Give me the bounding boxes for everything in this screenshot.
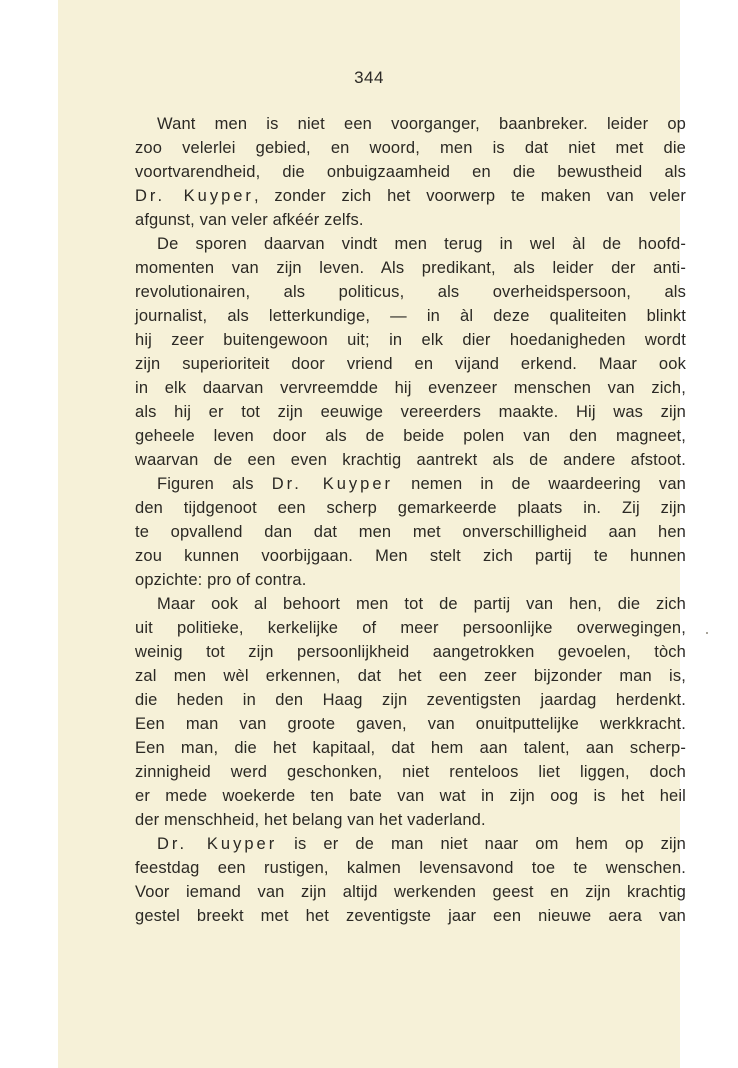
text-line: te opvallend dan dat men met onverschilligheid aan hen bbox=[135, 523, 686, 541]
text-line: zal men wèl erkennen, dat het een zeer bijzonder man is, bbox=[135, 667, 686, 685]
text-line: Voor iemand van zijn altijd werkenden geest en zijn krachtig bbox=[135, 883, 686, 901]
text-line: Dr. Kuyper, zonder zich het voorwerp te maken van veler bbox=[135, 187, 686, 205]
text-line: Want men is niet een voorganger, baanbreker. leider op bbox=[157, 115, 686, 133]
text-line: momenten van zijn leven. Als predikant, als leider der anti- bbox=[135, 259, 686, 277]
text-line: Dr. Kuyper is er de man niet naar om hem op zijn bbox=[157, 835, 686, 853]
text-line: geheele leven door als de beide polen van den magneet, bbox=[135, 427, 686, 445]
text-line: die heden in den Haag zijn zeventigsten jaardag herdenkt. bbox=[135, 691, 686, 709]
text-line: als hij er tot zijn eeuwige vereerders maakte. Hij was zijn bbox=[135, 403, 686, 421]
author-name: Dr. Kuyper bbox=[157, 835, 278, 853]
text-line: Een man van groote gaven, van onuitputtelijke werkkracht. bbox=[135, 715, 686, 733]
text-line: waarvan de een even krachtig aantrekt als de andere afstoot. bbox=[135, 451, 686, 469]
paper-speck bbox=[706, 632, 708, 634]
text-line: De sporen daarvan vindt men terug in wel àl de hoofd- bbox=[157, 235, 686, 253]
text-line: voortvarendheid, die onbuigzaamheid en die bewustheid als bbox=[135, 163, 686, 181]
text-line: den tijdgenoot een scherp gemarkeerde plaats in. Zij zijn bbox=[135, 499, 686, 517]
text-line: gestel breekt met het zeventigste jaar een nieuwe aera van bbox=[135, 907, 686, 925]
author-name: Dr. Kuyper bbox=[135, 187, 254, 205]
text-line: feestdag een rustigen, kalmen levensavond toe te wenschen. bbox=[135, 859, 686, 877]
text-line: hij zeer buitengewoon uit; in elk dier hoedanigheden wordt bbox=[135, 331, 686, 349]
text-line: zinnigheid werd geschonken, niet renteloos liet liggen, doch bbox=[135, 763, 686, 781]
text-line: afgunst, van veler afkéér zelfs. bbox=[135, 211, 364, 229]
author-name: Dr. Kuyper bbox=[271, 475, 394, 493]
right-margin bbox=[680, 0, 738, 1068]
page-number: 344 bbox=[354, 68, 384, 87]
text-line: weinig tot zijn persoonlijkheid aangetrokken gevoelen, tòch bbox=[135, 643, 686, 661]
left-margin bbox=[0, 0, 58, 1068]
text-line: revolutionairen, als politicus, als overheidspersoon, als bbox=[135, 283, 686, 301]
book-page bbox=[58, 0, 686, 1068]
text-line: zoo velerlei gebied, en woord, men is dat niet met die bbox=[135, 139, 686, 157]
text-line: zou kunnen voorbijgaan. Men stelt zich partij te hunnen bbox=[135, 547, 686, 565]
text-line: Een man, die het kapitaal, dat hem aan talent, aan scherp- bbox=[135, 739, 686, 757]
text-line: Maar ook al behoort men tot de partij van hen, die zich bbox=[157, 595, 686, 613]
text-line: der menschheid, het belang van het vaderland. bbox=[135, 811, 486, 829]
text-line: journalist, als letterkundige, — in àl deze qualiteiten blinkt bbox=[135, 307, 686, 325]
text-line: Figuren als Dr. Kuyper nemen in de waardeering van bbox=[157, 475, 686, 493]
text-line: zijn superioriteit door vriend en vijand erkend. Maar ook bbox=[135, 355, 686, 373]
text-line: opzichte: pro of contra. bbox=[135, 571, 307, 589]
text-line: in elk daarvan vervreemdde hij evenzeer menschen van zich, bbox=[135, 379, 686, 397]
text-line: uit politieke, kerkelijke of meer persoonlijke overwegingen, bbox=[135, 619, 686, 637]
text-line: er mede woekerde ten bate van wat in zijn oog is het heil bbox=[135, 787, 686, 805]
